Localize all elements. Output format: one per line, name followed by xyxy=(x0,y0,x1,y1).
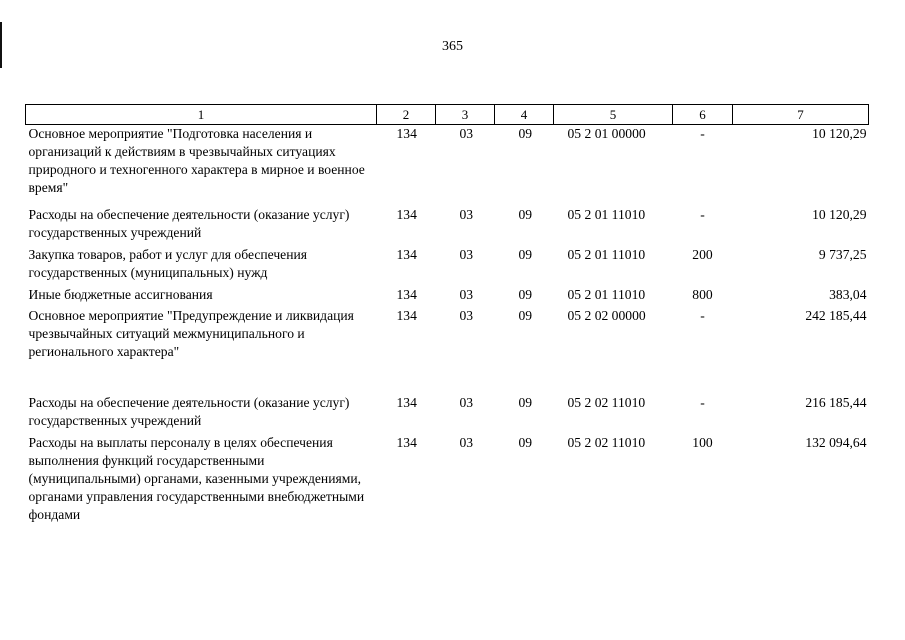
header-col-1: 1 xyxy=(26,105,377,125)
row-subsection-code: 09 xyxy=(518,307,533,323)
row-expense-type: - xyxy=(700,394,705,410)
row-subsection-code: 09 xyxy=(518,206,533,222)
table-row xyxy=(26,394,869,434)
row-target-code: 05 2 02 11010 xyxy=(567,394,646,410)
row-expense-type: - xyxy=(700,126,705,141)
row-name: Основное мероприятие "Подготовка населения и организаций к действиям в чрезвычайных ситуациях природного и техногенного характера в мирное и военное время" xyxy=(28,126,365,195)
row-amount: 10 120,29 xyxy=(812,126,867,141)
row-target-code: 05 2 02 11010 xyxy=(567,434,646,450)
row-section-code: 03 xyxy=(459,246,474,262)
row-expense-type: - xyxy=(700,206,705,222)
row-target-code: 05 2 01 11010 xyxy=(567,286,646,302)
row-section-code: 03 xyxy=(459,394,474,410)
row-ved-code: 134 xyxy=(396,307,417,323)
row-section-code: 03 xyxy=(459,434,474,450)
row-subsection-code: 09 xyxy=(518,246,533,262)
header-col-7: 7 xyxy=(733,105,869,125)
page-number: 365 xyxy=(442,39,463,54)
row-target-code: 05 2 01 11010 xyxy=(567,206,646,222)
header-col-6: 6 xyxy=(673,105,733,125)
table-header-row xyxy=(26,105,869,125)
row-name: Расходы на выплаты персоналу в целях обеспечения выполнения функций государственными (муниципальными) органами, казенными учреждениями, органами управления государственными внебюджетными фондами xyxy=(28,434,365,522)
row-section-code: 03 xyxy=(459,206,474,222)
header-col-5: 5 xyxy=(554,105,673,125)
row-target-code: 05 2 01 00000 xyxy=(567,126,646,141)
header-col-3: 3 xyxy=(436,105,495,125)
row-name: Расходы на обеспечение деятельности (оказание услуг) государственных учреждений xyxy=(28,206,350,240)
table-row xyxy=(26,246,869,286)
table-row xyxy=(26,206,869,246)
row-subsection-code: 09 xyxy=(518,394,533,410)
row-amount: 9 737,25 xyxy=(818,246,867,262)
table-row xyxy=(26,125,869,206)
row-name: Иные бюджетные ассигнования xyxy=(28,286,213,302)
row-amount: 10 120,29 xyxy=(812,206,867,222)
header-col-4: 4 xyxy=(495,105,554,125)
row-subsection-code: 09 xyxy=(518,286,533,302)
header-col-2: 2 xyxy=(377,105,436,125)
row-expense-type: 200 xyxy=(692,246,713,262)
row-amount: 132 094,64 xyxy=(805,434,867,450)
row-target-code: 05 2 02 00000 xyxy=(567,307,646,323)
row-ved-code: 134 xyxy=(396,206,417,222)
table-row xyxy=(26,286,869,307)
row-subsection-code: 09 xyxy=(518,434,533,450)
row-expense-type: - xyxy=(700,307,705,323)
table-row xyxy=(26,434,869,526)
budget-table xyxy=(25,104,869,526)
row-name: Закупка товаров, работ и услуг для обеспечения государственных (муниципальных) нужд xyxy=(28,246,307,280)
row-name: Основное мероприятие "Предупреждение и ликвидация чрезвычайных ситуаций межмуниципального и регионального характера" xyxy=(28,307,354,359)
row-ved-code: 134 xyxy=(396,394,417,410)
row-ved-code: 134 xyxy=(396,286,417,302)
row-section-code: 03 xyxy=(459,307,474,323)
row-ved-code: 134 xyxy=(396,246,417,262)
row-section-code: 03 xyxy=(459,126,474,141)
row-amount: 383,04 xyxy=(829,286,867,302)
row-subsection-code: 09 xyxy=(518,126,533,141)
row-target-code: 05 2 01 11010 xyxy=(567,246,646,262)
row-section-code: 03 xyxy=(459,286,474,302)
table-row xyxy=(26,307,869,394)
row-amount: 216 185,44 xyxy=(805,394,867,410)
row-ved-code: 134 xyxy=(396,434,417,450)
row-amount: 242 185,44 xyxy=(805,307,867,323)
row-expense-type: 100 xyxy=(692,434,713,450)
row-ved-code: 134 xyxy=(396,126,417,141)
row-expense-type: 800 xyxy=(692,286,713,302)
row-name: Расходы на обеспечение деятельности (оказание услуг) государственных учреждений xyxy=(28,394,350,428)
